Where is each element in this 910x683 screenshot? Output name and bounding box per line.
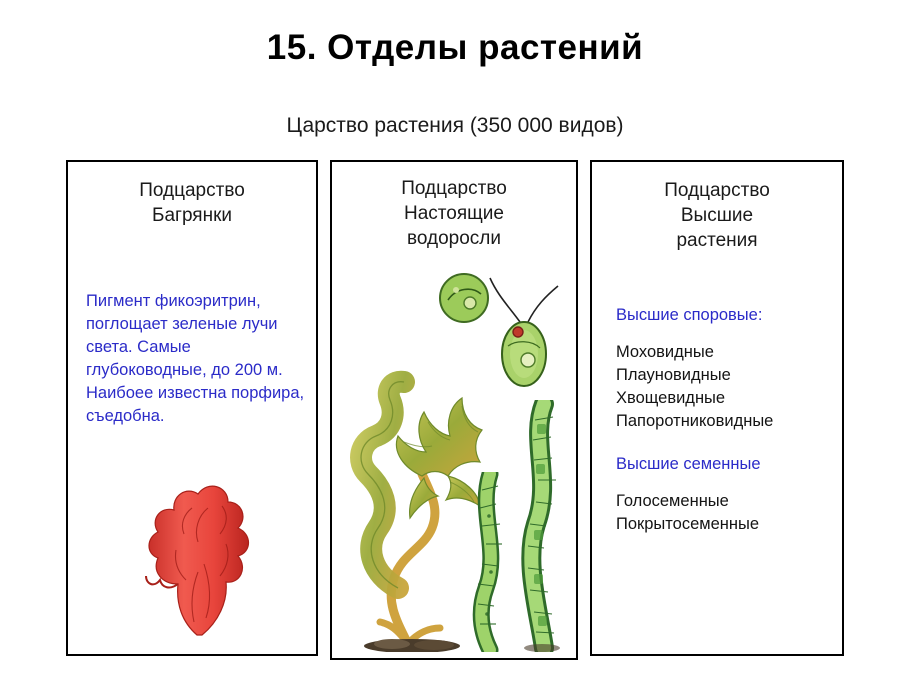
column-vysshie-heading-line3: растения [676,230,758,251]
kingdom-label: Царство растения (350 000 видов) [286,114,624,137]
list-item: Покрытосеменные [616,515,760,533]
bagryanki-description: Пигмент фикоэритрин, поглощает зеленые лучи света. Самые глубоководные, до 200 м. Наибоее известна порфира, съедобна. [86,292,305,425]
list-item: Плауновидные [616,366,731,384]
column-vodorosli-heading-line3: водоросли [406,228,502,249]
column-vysshie-heading-line2: Высшие [680,205,754,226]
list-item: Моховидные [616,343,714,361]
column-vysshie-heading-line1: Подцарство [664,180,770,201]
column-vysshie-body [616,304,832,556]
column-nastoyashchie-vodorosli [330,160,578,660]
spore-plants-heading: Высшие споровые: [616,306,763,324]
column-vysshie-heading [592,162,842,253]
spore-plants-list [616,341,832,433]
list-item: Папоротниковидные [616,412,774,430]
column-bagryanki-heading [68,162,316,228]
list-item: Хвощевидные [616,389,726,407]
column-vysshie-rasteniya [590,160,844,656]
seed-plants-list [616,490,832,536]
column-bagryanki [66,160,318,656]
column-bagryanki-body [86,290,306,428]
list-item: Голосеменные [616,492,729,510]
subkingdom-columns [66,160,844,660]
page-title: 15. Отделы растений [266,28,644,67]
red-algae-illustration [102,472,292,647]
column-vodorosli-heading-line2: Настоящие [404,203,504,224]
column-vodorosli-heading [332,162,576,251]
column-vodorosli-heading-line1: Подцарство [401,178,507,199]
column-bagryanki-heading-line2: Багрянки [151,205,233,226]
filamentous-alga-right-icon [518,400,566,652]
filamentous-alga-left-icon [470,472,512,652]
seed-plants-heading: Высшие семенные [616,455,761,473]
column-bagryanki-heading-line1: Подцарство [139,180,245,201]
